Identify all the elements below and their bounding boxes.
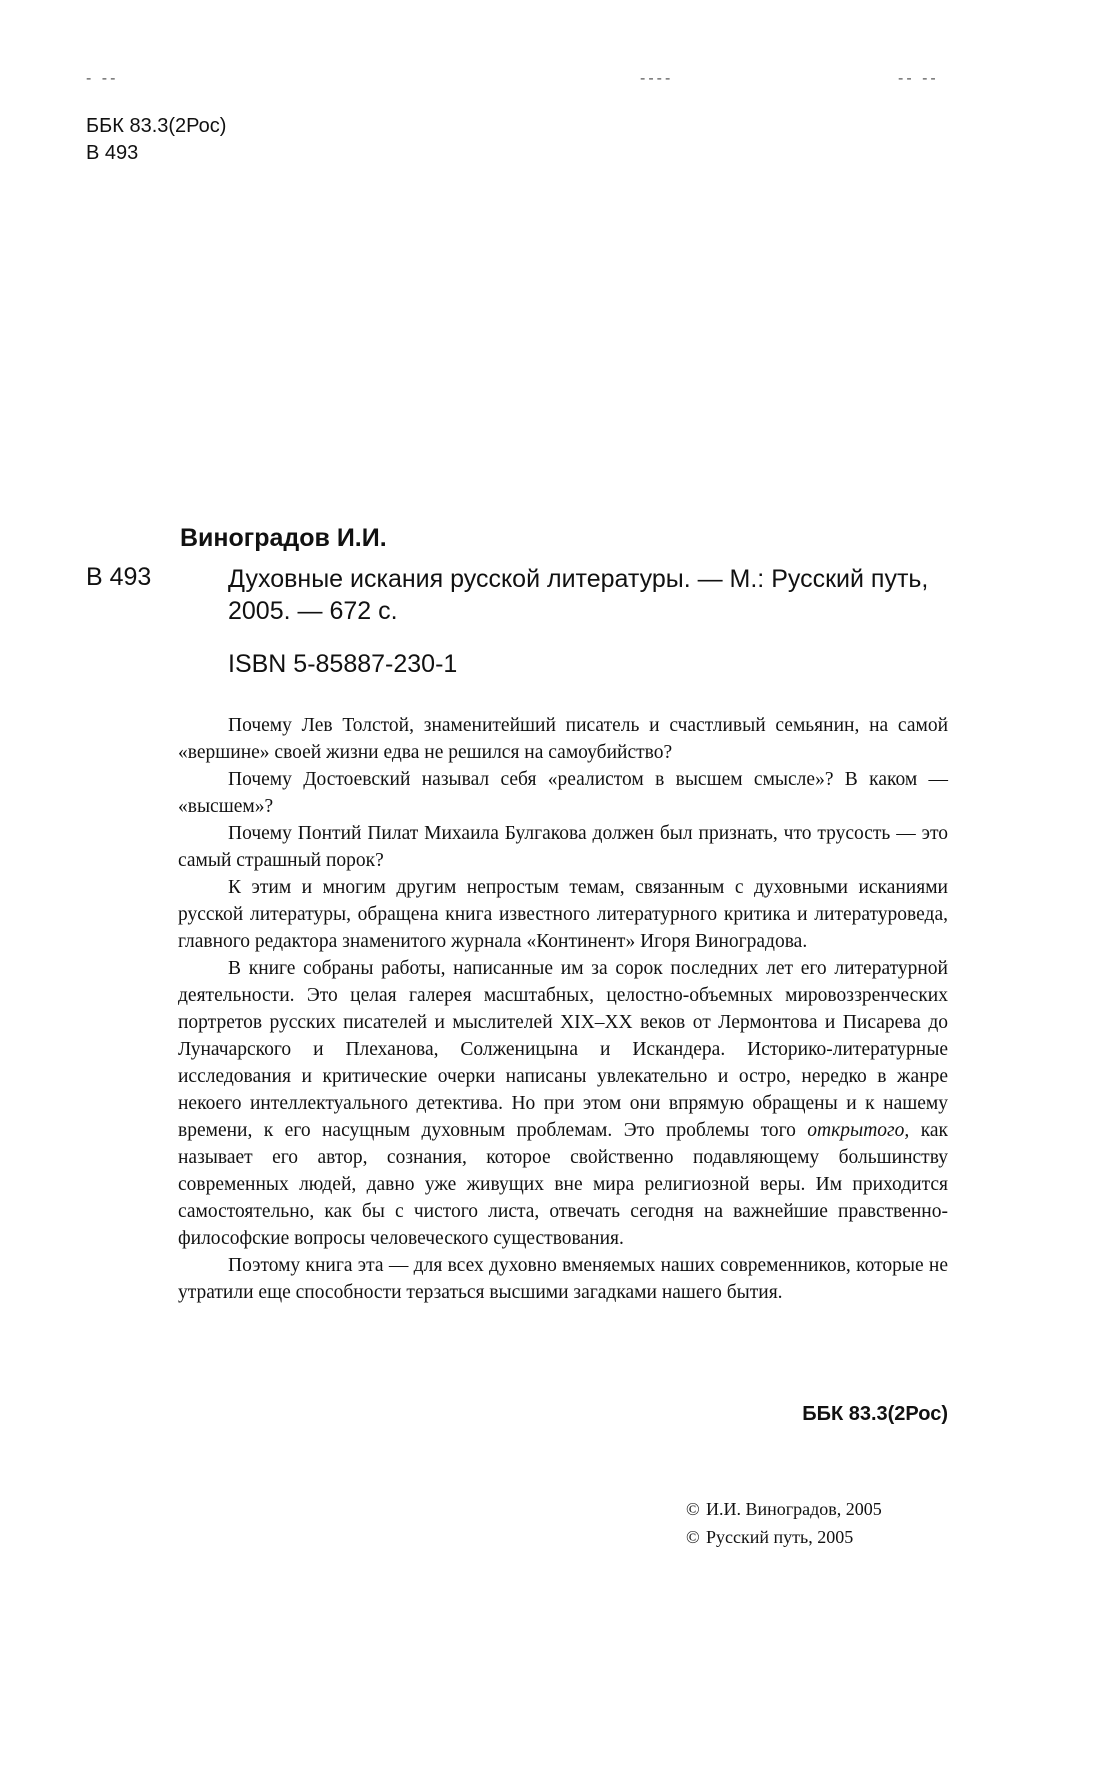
- paragraph-5-text-start: В книге собраны работы, написанные им за сорок последних лет его литературной деятельности. Это целая галерея масштабных, целостно-объемных мировоззренческих портретов русских писателей и мыслителей XIX–XX веков от Лермонтова и Писарева до Луначарского и Плеханова, Солженицына и Искандера. Историко-литературные исследования и критические очерки написаны увлекательно и остро, нередко в жанре некоего интеллектуального детектива. Но при этом они впрямую обращены и к нашему времени, к его насущным духовным проблемам. Это проблемы того: [178, 958, 948, 1141]
- annotation-paragraph-4: К этим и многим другим непростым темам, связанным с духовными исканиями русской литературы, обращена книга известного литературного критика и литературоведа, главного редактора знаменитого журнала «Континент» Игоря Виноградова.: [178, 877, 948, 952]
- copyright-line-author: [686, 1495, 882, 1523]
- scan-mark-center: ----: [640, 70, 674, 87]
- copyright-author: И.И. Виноградов, 2005: [706, 1499, 882, 1519]
- emphasized-word: открытого,: [807, 1120, 910, 1141]
- annotation-paragraph-1: Почему Лев Толстой, знаменитейший писатель и счастливый семьянин, на самой «вершине» своей жизни едва не решился на самоубийство?: [178, 715, 948, 763]
- copyright-symbol: ©: [686, 1499, 700, 1519]
- scan-mark-left: - --: [86, 70, 119, 87]
- annotation-paragraph-2: Почему Достоевский называл себя «реалистом в высшем смысле»? В каком — «высшем»?: [178, 769, 948, 817]
- bbk-index-top: ББК 83.3(2Рос): [86, 115, 227, 137]
- scan-mark-right: -- --: [898, 70, 939, 87]
- copyright-publisher: Русский путь, 2005: [706, 1527, 854, 1547]
- copyright-symbol: ©: [686, 1527, 700, 1547]
- bibliographic-title: Духовные искания русской литературы. — М.: Русский путь, 2005. — 672 с.: [228, 565, 929, 625]
- annotation: [178, 712, 948, 1306]
- paragraph-5-text-end: как называет его автор, сознания, которое свойственно подавляющему большинству современных людей, давно уже живущих вне мира религиозной веры. Им приходится самостоятельно, как бы с чистого листа, отвечать сегодня на важнейшие правственно-философские вопросы человеческого существования.: [178, 1120, 949, 1249]
- classification-block: [86, 113, 226, 167]
- annotation-paragraph-3: Почему Понтий Пилат Михаила Булгакова должен был признать, что трусость — это самый страшный порок?: [178, 823, 948, 871]
- bbk-index-bottom: ББК 83.3(2Рос): [802, 1403, 948, 1425]
- copyright-line-publisher: [686, 1523, 882, 1551]
- isbn: ISBN 5-85887-230-1: [228, 650, 458, 678]
- author-mark: В 493: [86, 563, 152, 591]
- author-name: Виноградов И.И.: [180, 524, 387, 552]
- author-mark-top: В 493: [86, 142, 139, 164]
- copyright-block: [686, 1495, 882, 1551]
- annotation-paragraph-5: [178, 955, 948, 1252]
- annotation-paragraph-6: Поэтому книга эта — для всех духовно вменяемых наших современников, которые не утратили еще способности терзаться высшими загадками нашего бытия.: [178, 1255, 948, 1303]
